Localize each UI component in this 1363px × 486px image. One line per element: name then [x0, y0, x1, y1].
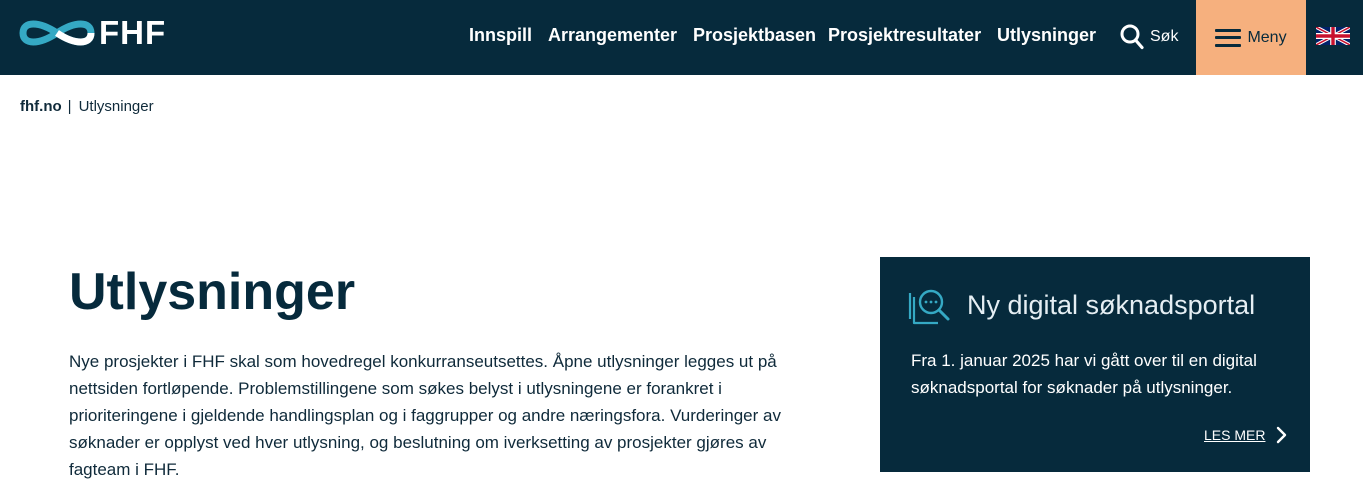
promo-title: Ny digital søknadsportal	[967, 290, 1256, 320]
infinity-logo-icon	[19, 16, 95, 50]
chevron-right-icon	[1273, 425, 1289, 445]
top-navigation-bar	[0, 0, 1363, 75]
menu-button[interactable]	[1196, 0, 1306, 75]
promo-text: Fra 1. januar 2025 har vi gått over til en digital søknadsportal for søknader på utlysninger.	[911, 351, 1257, 397]
nav-innspill[interactable]: Innspill	[469, 25, 532, 45]
nav-utlysninger[interactable]: Utlysninger	[997, 25, 1097, 45]
logo-text: FHF	[99, 14, 167, 51]
read-more-link[interactable]	[1204, 425, 1289, 445]
nav-prosjektresultater[interactable]: Prosjektresultater	[828, 25, 982, 45]
page-title: Utlysninger	[69, 263, 356, 321]
breadcrumb-current: Utlysninger	[78, 98, 154, 115]
search-button[interactable]	[1120, 22, 1178, 52]
document-search-icon	[908, 287, 952, 327]
fhf-logo[interactable]	[19, 16, 166, 50]
breadcrumb-separator: |	[67, 98, 72, 115]
search-icon	[1120, 24, 1144, 50]
breadcrumb-home[interactable]: fhf.no	[20, 98, 62, 115]
breadcrumb	[20, 98, 154, 115]
search-label: Søk	[1150, 28, 1179, 45]
hamburger-icon	[1215, 29, 1241, 47]
menu-label: Meny	[1247, 28, 1287, 46]
promo-card	[880, 257, 1310, 472]
intro-text: Nye prosjekter i FHF skal som hovedregel konkurranseutsettes. Åpne utlysninger legges ut på nettsiden fortløpende. Problemstillingene som søkes belyst i utlysningene er forankret i prioriteringene i gjeldende handlingsplan og i faggrupper og andre næringsfora. Vurderinger av søknader er opplyst ved hver utlysning, og beslutning om iverksetting av prosjekter gjøres av fagteam i FHF.	[69, 352, 781, 479]
nav-prosjektbasen[interactable]: Prosjektbasen	[693, 25, 817, 45]
uk-flag-icon[interactable]	[1316, 27, 1350, 45]
nav-arrangementer[interactable]: Arrangementer	[548, 25, 678, 45]
read-more-label: LES MER	[1204, 427, 1266, 443]
